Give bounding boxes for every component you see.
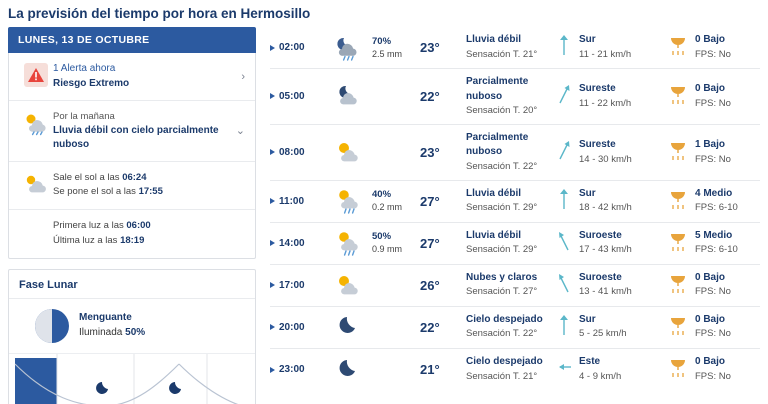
wind-cell	[558, 82, 668, 110]
uv-index: 0 Bajo	[695, 83, 726, 95]
wind-cell	[558, 271, 668, 299]
day-details-box	[8, 53, 256, 259]
fps-value: FPS: 6-10	[695, 244, 738, 256]
moon-illumination-value: 50%	[125, 326, 146, 338]
expand-triangle-icon[interactable]	[270, 282, 275, 288]
uv-low-icon	[668, 355, 688, 384]
temperature: 27°	[420, 193, 440, 209]
wind-text	[579, 82, 631, 110]
precip-amount: 0.2 mm	[372, 202, 403, 213]
wind-speed: 5 - 25 km/h	[579, 328, 627, 340]
uv-cell	[668, 138, 760, 167]
uv-medium-icon	[668, 229, 688, 258]
light-times-text	[53, 219, 245, 248]
uv-text	[695, 138, 731, 166]
last-light-label: Última luz a las	[53, 234, 121, 246]
arrow-up-right-icon	[558, 83, 572, 110]
sunrise-label: Sale el sol a las	[53, 171, 123, 183]
fps-value: FPS: No	[695, 153, 731, 165]
uv-text	[695, 82, 731, 110]
condition-text: Parcialmente nuboso	[466, 76, 529, 102]
feels-like-text: Sensación T. 27°	[466, 286, 538, 298]
last-light-time: 18:19	[120, 234, 145, 246]
condition-cell	[466, 33, 558, 61]
wind-direction: Sureste	[579, 83, 616, 95]
page-title: La previsión del tiempo por hora en Hermosillo	[8, 6, 311, 21]
uv-text	[695, 229, 738, 257]
feels-like-text: Sensación T. 21°	[466, 370, 538, 382]
alert-text	[53, 62, 231, 91]
uv-cell	[668, 229, 760, 258]
uv-index: 4 Medio	[695, 187, 733, 199]
sun-cloud-icon	[326, 139, 372, 165]
rain-sun-cloud-icon	[326, 229, 372, 257]
arrow-up-left-icon	[558, 272, 572, 299]
moon-rise-set-chart	[9, 353, 255, 404]
wind-direction: Sur	[579, 34, 596, 46]
uv-index: 0 Bajo	[695, 356, 726, 368]
alert-row[interactable]	[9, 53, 255, 101]
hour-time-cell[interactable]	[270, 322, 326, 333]
uv-index: 5 Medio	[695, 229, 733, 241]
condition-cell	[466, 131, 558, 174]
uv-low-icon	[668, 33, 688, 62]
wind-direction: Sur	[579, 313, 596, 325]
sun-times-row	[9, 162, 255, 210]
uv-low-icon	[668, 82, 688, 111]
expand-triangle-icon[interactable]	[270, 93, 275, 99]
morning-text	[53, 110, 231, 152]
day-header: LUNES, 13 DE OCTUBRE	[8, 27, 256, 53]
feels-like-text: Sensación T. 21°	[466, 48, 538, 60]
expand-triangle-icon[interactable]	[270, 240, 275, 246]
hour-time-cell[interactable]	[270, 42, 326, 53]
uv-text	[695, 187, 738, 215]
wind-speed: 11 - 21 km/h	[579, 48, 632, 60]
expand-triangle-icon[interactable]	[270, 198, 275, 204]
last-light-line	[53, 234, 245, 249]
moon-phase-text	[79, 311, 145, 340]
hour-time: 02:00	[279, 42, 305, 53]
uv-index: 0 Bajo	[695, 313, 726, 325]
moon-phase-title: Fase Lunar	[9, 270, 255, 299]
sunset-line	[53, 185, 245, 200]
uv-text	[695, 33, 731, 61]
moon-phase-panel	[8, 269, 256, 404]
condition-text: Lluvia débil	[466, 34, 522, 46]
wind-cell	[558, 187, 668, 215]
warning-triangle-icon	[19, 62, 53, 87]
uv-index: 1 Bajo	[695, 139, 726, 151]
uv-cell	[668, 33, 760, 62]
morning-description: Lluvia débil con cielo parcialmente nuboso	[53, 124, 219, 150]
fps-value: FPS: No	[695, 97, 731, 109]
condition-text: Cielo despejado	[466, 313, 543, 325]
wind-direction: Sur	[579, 187, 596, 199]
expand-triangle-icon[interactable]	[270, 367, 275, 373]
condition-cell	[466, 355, 558, 383]
feels-like-text: Sensación T. 22°	[466, 160, 538, 172]
uv-low-icon	[668, 138, 688, 167]
wind-text	[579, 355, 621, 383]
uv-index: 0 Bajo	[695, 34, 726, 46]
temperature: 23°	[420, 40, 440, 55]
wind-speed: 11 - 22 km/h	[579, 97, 632, 109]
temperature: 26°	[420, 277, 440, 293]
condition-text: Lluvia débil	[466, 229, 522, 241]
hourly-row[interactable]	[270, 69, 760, 125]
uv-cell	[668, 271, 760, 300]
wind-cell	[558, 313, 668, 341]
precip-amount: 2.5 mm	[372, 48, 403, 59]
condition-cell	[466, 271, 558, 299]
condition-cell	[466, 313, 558, 341]
condition-text: Cielo despejado	[466, 356, 543, 368]
moon-icon	[326, 357, 372, 383]
wind-speed: 18 - 42 km/h	[579, 202, 632, 214]
wind-cell	[558, 355, 668, 383]
hour-time-cell[interactable]	[270, 280, 326, 291]
chevron-right-icon[interactable]: ›	[241, 70, 245, 83]
hour-time-cell[interactable]	[270, 147, 326, 158]
uv-cell	[668, 355, 760, 384]
feels-like-text: Sensación T. 29°	[466, 244, 538, 256]
wind-speed: 4 - 9 km/h	[579, 370, 622, 382]
arrow-up-right-icon	[558, 139, 572, 166]
sunrise-line	[53, 171, 245, 186]
sun-cloud-icon	[19, 171, 53, 194]
expand-triangle-icon[interactable]	[270, 149, 275, 155]
fps-value: FPS: No	[695, 286, 731, 298]
condition-text: Parcialmente nuboso	[466, 131, 529, 158]
chevron-down-icon[interactable]: ⌄	[235, 125, 245, 138]
feels-like-text: Sensación T. 29°	[466, 202, 538, 214]
hour-time: 17:00	[279, 279, 305, 291]
fps-value: FPS: No	[695, 48, 731, 60]
light-spacer	[19, 219, 53, 220]
precip-probability: 40%	[372, 189, 392, 201]
wind-text	[579, 313, 627, 341]
condition-text: Nubes y claros	[466, 271, 538, 283]
hour-time-cell[interactable]	[270, 196, 326, 207]
moon-icon	[326, 314, 372, 340]
hourly-row[interactable]	[270, 181, 760, 223]
condition-text: Lluvia débil	[466, 187, 522, 199]
uv-index: 0 Bajo	[695, 271, 726, 283]
moon-phase-name: Menguante	[79, 312, 132, 324]
uv-text	[695, 313, 731, 341]
morning-label: Por la mañana	[53, 111, 115, 122]
moon-phase-body	[9, 299, 255, 349]
arrow-left-icon	[558, 356, 572, 383]
wind-direction: Sureste	[579, 139, 616, 151]
hour-time: 20:00	[279, 321, 305, 333]
temperature: 22°	[420, 88, 440, 104]
uv-cell	[668, 313, 760, 342]
condition-cell	[466, 229, 558, 257]
uv-text	[695, 271, 731, 299]
arrow-up-icon	[558, 314, 572, 341]
hour-time: 23:00	[279, 364, 305, 376]
wind-text	[579, 229, 632, 257]
precip-amount: 0.9 mm	[372, 244, 403, 255]
sunset-label: Se pone el sol a las	[53, 186, 139, 198]
hour-time-cell[interactable]	[270, 364, 326, 375]
sunrise-time: 06:24	[122, 171, 147, 183]
expand-triangle-icon[interactable]	[270, 324, 275, 330]
hour-time: 14:00	[279, 237, 305, 249]
arrow-up-left-icon	[558, 230, 572, 257]
feels-like-text: Sensación T. 22°	[466, 328, 538, 340]
hour-time: 05:00	[279, 90, 305, 102]
morning-forecast-row[interactable]	[9, 101, 255, 162]
moon-illumination	[79, 326, 145, 341]
wind-cell	[558, 229, 668, 257]
wind-speed: 13 - 41 km/h	[579, 286, 632, 298]
rain-sun-cloud-icon	[19, 110, 53, 135]
precipitation-cell	[372, 35, 420, 61]
uv-medium-icon	[668, 187, 688, 216]
fps-value: FPS: No	[695, 328, 731, 340]
arrow-up-icon	[558, 188, 572, 215]
uv-text	[695, 355, 731, 383]
hour-time-cell[interactable]	[270, 91, 326, 102]
temperature: 27°	[420, 235, 440, 251]
alert-risk: Riesgo Extremo	[53, 77, 130, 89]
hour-time-cell[interactable]	[270, 238, 326, 249]
fps-value: FPS: 6-10	[695, 202, 738, 214]
precipitation-cell	[372, 230, 420, 256]
alert-count: 1 Alerta ahora	[53, 63, 116, 74]
hourly-row[interactable]	[270, 223, 760, 265]
sunset-time: 17:55	[138, 186, 163, 198]
wind-speed: 17 - 43 km/h	[579, 244, 632, 256]
wind-text	[579, 187, 632, 215]
precip-probability: 70%	[372, 35, 392, 47]
wind-speed: 14 - 30 km/h	[579, 153, 632, 165]
fps-value: FPS: No	[695, 370, 731, 382]
temperature: 23°	[420, 144, 440, 160]
expand-triangle-icon[interactable]	[270, 45, 275, 51]
hourly-row[interactable]	[270, 265, 760, 307]
temperature: 22°	[420, 319, 440, 335]
first-light-time: 06:00	[126, 220, 151, 232]
page-content	[0, 27, 768, 404]
precipitation-cell	[372, 188, 420, 214]
hourly-row[interactable]	[270, 307, 760, 349]
uv-low-icon	[668, 271, 688, 300]
wind-text	[579, 33, 631, 61]
hour-time: 11:00	[279, 195, 305, 207]
hour-time: 08:00	[279, 146, 305, 158]
hourly-row[interactable]	[270, 125, 760, 181]
light-times-row	[9, 210, 255, 257]
temperature: 21°	[420, 362, 440, 378]
hourly-forecast-list	[270, 27, 768, 391]
wind-text	[579, 271, 632, 299]
first-light-line	[53, 219, 245, 234]
uv-low-icon	[668, 313, 688, 342]
sun-times-text	[53, 171, 245, 200]
hourly-row[interactable]	[270, 349, 760, 391]
condition-cell	[466, 187, 558, 215]
moon-cloud-icon	[326, 83, 372, 109]
day-summary-panel	[8, 27, 256, 404]
wind-direction: Suroeste	[579, 229, 622, 241]
arrow-up-icon	[558, 34, 572, 61]
wind-direction: Suroeste	[579, 271, 622, 283]
wind-direction: Este	[579, 356, 601, 368]
wind-cell	[558, 138, 668, 166]
wind-cell	[558, 33, 668, 61]
feels-like-text: Sensación T. 20°	[466, 105, 538, 116]
sun-cloud-icon	[326, 272, 372, 298]
moon-illumination-label: Iluminada	[79, 326, 126, 338]
rain-sun-cloud-icon	[326, 187, 372, 215]
uv-cell	[668, 82, 760, 111]
condition-cell	[466, 75, 558, 118]
rain-night-icon	[326, 35, 372, 61]
precip-probability: 50%	[372, 231, 392, 243]
uv-cell	[668, 187, 760, 216]
first-light-label: Primera luz a las	[53, 220, 127, 232]
hourly-row[interactable]	[270, 27, 760, 69]
wind-text	[579, 138, 632, 166]
moon-phase-icon	[35, 309, 69, 343]
